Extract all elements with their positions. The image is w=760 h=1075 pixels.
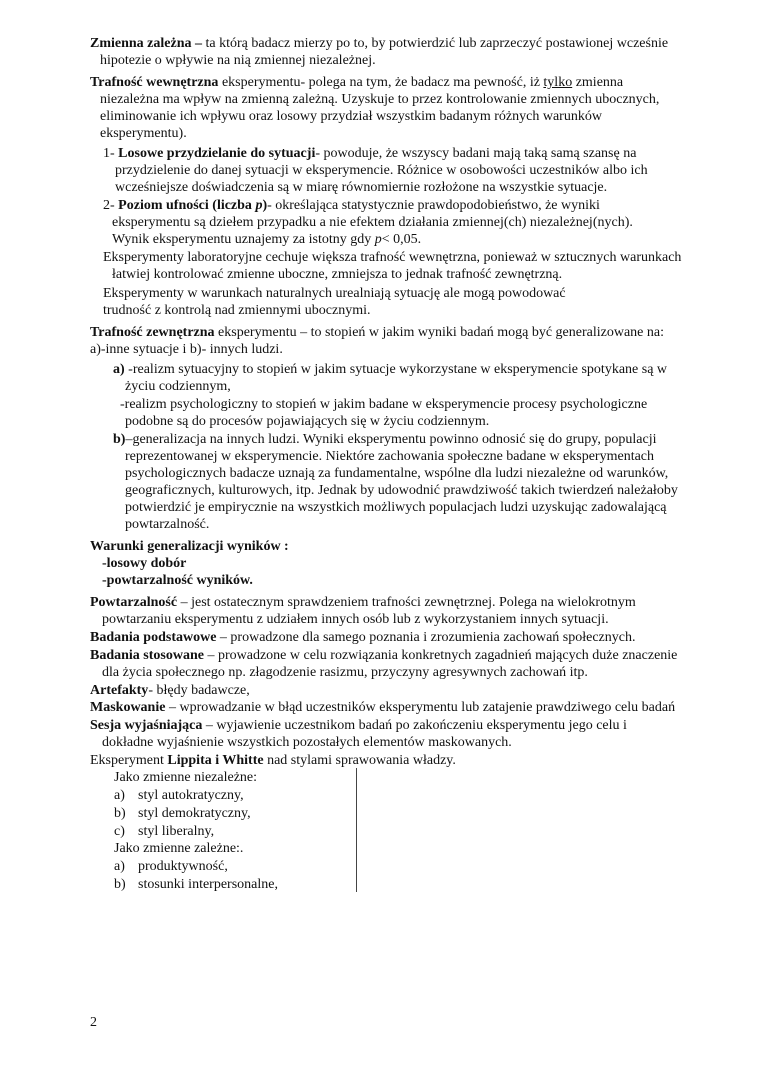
page-number: 2: [90, 1015, 97, 1030]
line: Powtarzalność – jest ostatecznym sprawdzeniem trafności zewnętrznej. Polega na wielokrotnym: [90, 595, 636, 610]
table-border-line: [356, 768, 357, 892]
line: dla życia społecznego np. złagodzenie rasizmu, przyczyny agresywnych zachowań itp.: [102, 665, 588, 680]
line: wcześniejsze doświadczenia są w miarę równomiernie rozłożone na wszystkie sytuacje.: [115, 180, 608, 195]
line: b)–generalizacja na innych ludzi. Wyniki eksperymentu powinno odnosić się do grupy, populacji: [113, 432, 657, 447]
line: Trafność zewnętrzna eksperymentu – to stopień w jakim wyniki badań mogą być generalizowane na:: [90, 325, 664, 340]
line: powtarzalność.: [125, 517, 210, 532]
line: a) -realizm sytuacyjny to stopień w jakim sytuacje wykorzystane w eksperymencie spotykane są w: [113, 362, 668, 377]
line: Zmienna zależna – ta którą badacz mierzy po to, by potwierdzić lub zaprzeczyć postawionej wcześnie: [90, 36, 669, 51]
line: niezależna ma wpływ na zmienną zależną. Uzyskuje to przez kontrolowanie zmiennych ubocznych,: [100, 92, 660, 107]
line: eksperymentu są dziełem przypadku a nie efektem działania zmiennej(ch) niezależnej(nych).: [112, 215, 633, 230]
line: przydzielenie do danej sytuacji w eksperymencie. Różnice w osobowości uczestników albo ich: [115, 163, 648, 178]
line: Sesja wyjaśniająca – wyjawienie uczestnikom badań po zakończeniu eksperymentu jego celu i: [90, 718, 627, 733]
line: podobne są do procesów pojawiających się w życiu codziennym.: [125, 414, 490, 429]
list-item: b) styl demokratyczny,: [114, 806, 251, 821]
line: Maskowanie – wprowadzanie w błąd uczestników eksperymentu lub zatajenie prawdziwego celu badań: [90, 700, 676, 715]
list-item: c) styl liberalny,: [114, 824, 215, 839]
list-item: b) stosunki interpersonalne,: [114, 877, 278, 892]
line: Jako zmienne niezależne:: [114, 770, 258, 785]
list-item: 2- Poziom ufności (liczba p)- określająca statystycznie prawdopodobieństwo, że wyniki: [103, 198, 600, 213]
list-item: 1- Losowe przydzielanie do sytuacji- powoduje, że wszyscy badani mają taką samą szansę na: [103, 146, 637, 161]
line: reprezentowanej w eksperymencie. Niektóre zachowania społeczne badane w eksperymentach: [125, 449, 655, 464]
list-item: -losowy dobór: [102, 556, 187, 571]
line: dokładne wyjaśnienie wszystkich pozostałych elementów maskowanych.: [102, 735, 512, 750]
line: Artefakty- błędy badawcze,: [90, 683, 250, 698]
line: eliminowanie ich wpływu oraz losowy przydział wszystkim badanym różnych warunków: [100, 109, 602, 124]
line: potwierdzić je empirycznie na wszystkich możliwych populacjach ludzi uzyskując zadowalającą: [125, 500, 667, 515]
section-heading: Warunki generalizacji wyników :: [90, 539, 289, 554]
line: -realizm psychologiczny to stopień w jakim badane w eksperymencie procesy psychologiczne: [120, 397, 648, 412]
list-item: a) styl autokratyczny,: [114, 788, 244, 803]
list-item: -powtarzalność wyników.: [102, 573, 253, 588]
line: trudność z kontrolą nad zmiennymi ubocznymi.: [103, 303, 371, 318]
line: geograficznych, kulturowych, itp. Jednak by udowodnić prawdziwość takich twierdzeń należałoby: [125, 483, 678, 498]
line: eksperymentu).: [100, 126, 187, 141]
line: łatwiej kontrolować zmienne uboczne, zmniejsza to jednak trafność zewnętrzną.: [112, 267, 563, 282]
line: życiu codziennym,: [125, 379, 231, 394]
line: Eksperymenty w warunkach naturalnych urealniają sytuację ale mogą powodować: [103, 286, 566, 301]
line: Eksperymenty laboratoryjne cechuje większa trafność wewnętrzna, ponieważ w sztucznych warunkach: [103, 250, 682, 265]
line: hipotezie o wpływie na nią zmiennej niezależnej.: [100, 53, 376, 68]
line: Wynik eksperymentu uznajemy za istotny gdy p< 0,05.: [112, 232, 422, 247]
list-item: a) produktywność,: [114, 859, 228, 874]
line: Trafność wewnętrzna eksperymentu- polega na tym, że badacz ma pewność, iż tylko zmienna: [90, 75, 624, 90]
line: Badania stosowane – prowadzone w celu rozwiązania konkretnych zagadnień mających duże znaczenie: [90, 648, 678, 663]
line: Jako zmienne zależne:.: [114, 841, 244, 856]
line: powtarzaniu eksperymentu z udziałem innych osób lub z wykorzystaniem innych sytuacji.: [102, 612, 609, 627]
line: a)-inne sytuacje i b)- innych ludzi.: [90, 342, 283, 357]
line: Eksperyment Lippita i Whitte nad stylami sprawowania władzy.: [90, 753, 456, 768]
line: psychologicznych badacze uznają za fundamentalne, wspólne dla ludzi niezależne od warunków,: [125, 466, 669, 481]
line: Badania podstawowe – prowadzone dla samego poznania i zrozumienia zachowań społecznych.: [90, 630, 636, 645]
